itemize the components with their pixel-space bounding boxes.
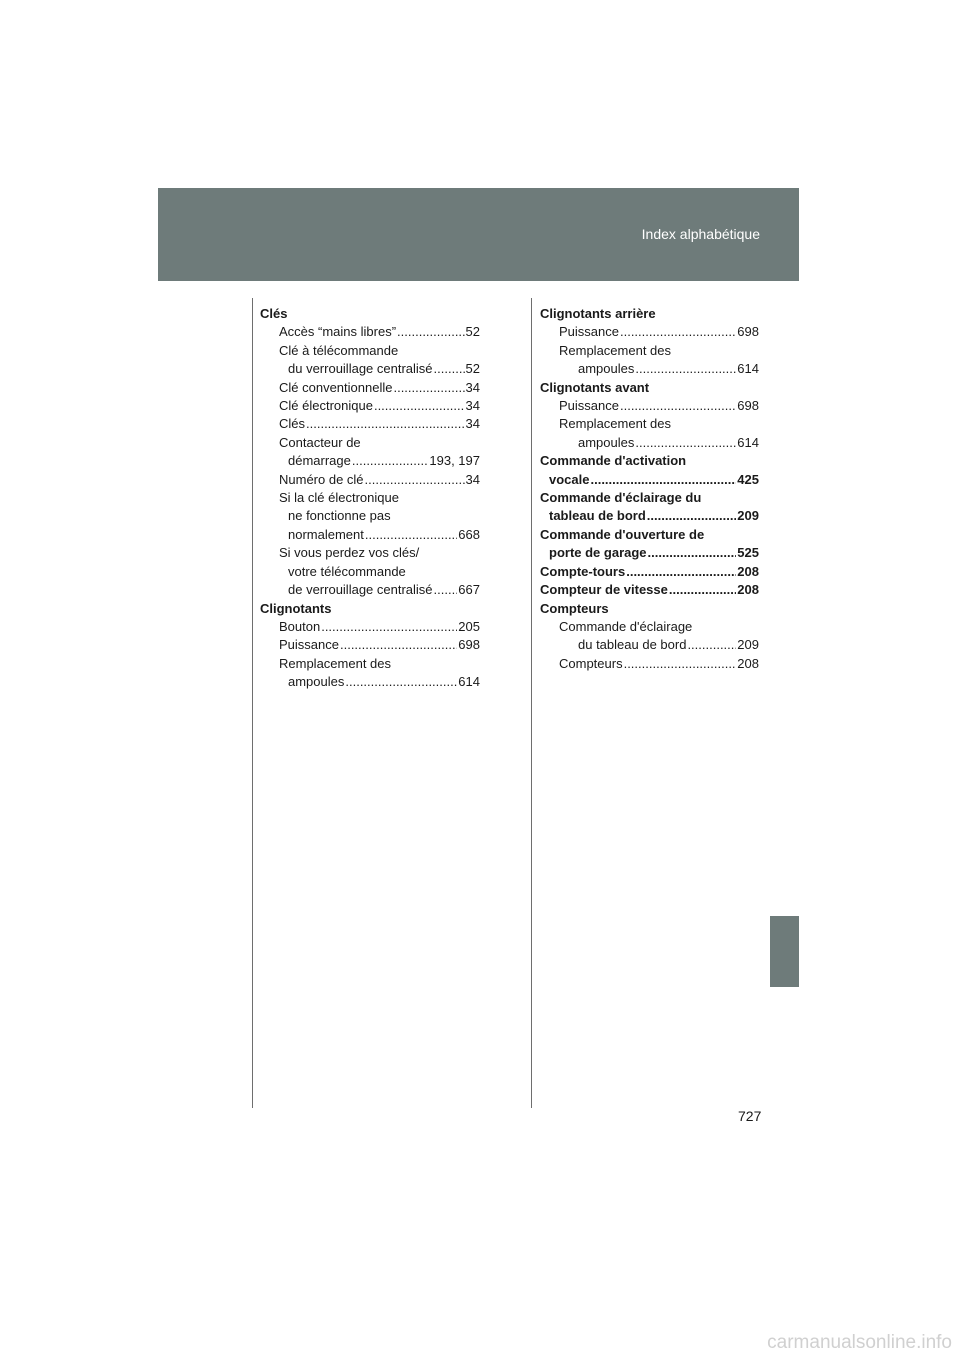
index-entry-page: 52: [465, 324, 480, 340]
index-entry: [540, 379, 759, 397]
index-entry: [260, 489, 480, 507]
dot-leader: [620, 397, 736, 415]
page-number: 727: [738, 1108, 762, 1124]
index-entry-text: de verrouillage centralisé: [288, 582, 433, 598]
index-entry-page: 525: [737, 545, 759, 561]
index-entry: [540, 452, 759, 470]
index-entry: [260, 471, 480, 489]
index-entry-text: Puissance: [279, 637, 339, 653]
dot-leader: [345, 673, 457, 691]
dot-leader: [365, 471, 465, 489]
index-entry-text: Si la clé électronique: [279, 490, 399, 506]
index-entry-page: 425: [737, 471, 759, 487]
index-entry: [540, 563, 759, 581]
dot-leader: [397, 323, 465, 341]
index-entry: [260, 507, 480, 525]
index-entry: [540, 489, 759, 507]
index-entry: [260, 636, 480, 654]
index-entry-text: tableau de bord: [549, 508, 646, 524]
dot-leader: [635, 434, 736, 452]
index-entry-text: Clé conventionnelle: [279, 379, 393, 395]
index-entry-text: Commande d'ouverture de: [540, 526, 705, 542]
index-entry: [540, 305, 759, 323]
index-entry-page: 614: [458, 674, 480, 690]
index-entry-text: vocale: [549, 471, 590, 487]
index-entry: [260, 544, 480, 562]
index-entry-text: Clé électronique: [279, 398, 373, 414]
index-entry-text: du tableau de bord: [578, 637, 687, 653]
index-entry-text: Puissance: [559, 324, 619, 340]
index-entry-text: démarrage: [288, 453, 351, 469]
index-entry: [540, 581, 759, 599]
index-entry-text: Compteurs: [559, 655, 623, 671]
index-column-2: [540, 305, 759, 673]
index-entry: [260, 563, 480, 581]
index-entry-text: Remplacement des: [559, 342, 671, 358]
index-entry: [260, 673, 480, 691]
index-entry-page: 34: [465, 416, 480, 432]
index-entry: [540, 636, 759, 654]
dot-leader: [393, 379, 464, 397]
index-entry: [260, 581, 480, 599]
dot-leader: [620, 323, 736, 341]
index-entry-page: 698: [737, 324, 759, 340]
dot-leader: [306, 415, 465, 433]
index-entry: [540, 323, 759, 341]
index-entry-page: 614: [737, 434, 759, 450]
index-entry: [260, 452, 480, 470]
index-entry-text: Clignotants avant: [540, 379, 650, 395]
header-bar: [158, 188, 799, 281]
index-entry-page: 193, 197: [429, 453, 480, 469]
index-entry: [260, 360, 480, 378]
index-entry-text: Commande d'éclairage du: [540, 490, 702, 506]
index-entry: [260, 526, 480, 544]
index-entry: [260, 434, 480, 452]
index-entry-page: 34: [465, 379, 480, 395]
dot-leader: [374, 397, 465, 415]
dot-leader: [648, 544, 737, 562]
column-rule-left: [252, 298, 253, 1108]
index-entry-page: 698: [737, 398, 759, 414]
index-entry-text: du verrouillage centralisé: [288, 361, 433, 377]
index-entry-text: Puissance: [559, 398, 619, 414]
index-entry: [540, 415, 759, 433]
index-entry-page: 34: [465, 471, 480, 487]
index-entry: [260, 655, 480, 673]
dot-leader: [352, 452, 429, 470]
index-entry-page: 667: [458, 582, 480, 598]
dot-leader: [669, 581, 736, 599]
index-entry-text: Accès “mains libres”: [279, 324, 397, 340]
index-entry: [260, 379, 480, 397]
index-entry-page: 209: [737, 637, 759, 653]
index-entry-page: 208: [737, 655, 759, 671]
dot-leader: [365, 526, 457, 544]
index-entry-text: Clés: [260, 306, 288, 321]
index-entry-text: Remplacement des: [279, 655, 391, 671]
dot-leader: [434, 360, 465, 378]
index-entry-page: 205: [458, 618, 480, 634]
dot-leader: [687, 636, 736, 654]
index-entry: [540, 526, 759, 544]
index-entry-text: Compte-tours: [540, 563, 626, 579]
column-rule-middle: [531, 298, 532, 1108]
index-entry: [540, 397, 759, 415]
index-entry: [540, 360, 759, 378]
dot-leader: [626, 563, 736, 581]
index-entry-text: Compteurs: [540, 600, 609, 616]
index-entry-text: votre télécommande: [288, 563, 406, 579]
index-entry-page: 209: [737, 508, 759, 524]
index-entry-page: 208: [737, 563, 759, 579]
index-entry-page: 34: [465, 398, 480, 414]
index-entry: [260, 305, 480, 323]
dot-leader: [590, 471, 736, 489]
index-entry: [260, 342, 480, 360]
index-entry-text: ampoules: [288, 674, 345, 690]
index-entry-text: Clignotants: [260, 600, 332, 616]
index-entry: [260, 397, 480, 415]
watermark: carmanualsonline.info: [767, 1332, 952, 1353]
index-entry: [540, 471, 759, 489]
index-entry: [260, 600, 480, 618]
dot-leader: [340, 636, 457, 654]
dot-leader: [624, 655, 737, 673]
dot-leader: [321, 618, 457, 636]
index-entry: [540, 507, 759, 525]
index-entry-text: porte de garage: [549, 545, 647, 561]
index-entry-text: Commande d'activation: [540, 453, 687, 469]
index-entry-text: Clé à télécommande: [279, 342, 399, 358]
section-tab: [770, 916, 799, 987]
index-entry-page: 52: [465, 361, 480, 377]
index-entry-page: 208: [737, 582, 759, 598]
index-entry-text: ne fonctionne pas: [288, 508, 391, 524]
index-entry-page: 614: [737, 361, 759, 377]
header-title: Index alphabétique: [641, 226, 760, 242]
index-entry: [540, 434, 759, 452]
index-entry-text: Contacteur de: [279, 434, 361, 450]
index-entry: [540, 600, 759, 618]
index-entry-text: Si vous perdez vos clés/: [279, 545, 420, 561]
index-entry: [540, 342, 759, 360]
index-entry: [260, 618, 480, 636]
index-entry-text: Clignotants arrière: [540, 306, 656, 321]
index-entry-text: Commande d'éclairage: [559, 618, 693, 634]
index-entry-page: 668: [458, 526, 480, 542]
index-entry-text: Clés: [279, 416, 306, 432]
index-column-1: [260, 305, 480, 692]
index-entry-text: ampoules: [578, 434, 635, 450]
index-entry-page: 698: [458, 637, 480, 653]
index-entry-text: Compteur de vitesse: [540, 582, 668, 598]
dot-leader: [635, 360, 736, 378]
index-entry: [540, 544, 759, 562]
index-entry-text: Bouton: [279, 618, 321, 634]
index-entry-text: Numéro de clé: [279, 471, 364, 487]
index-entry-text: normalement: [288, 526, 364, 542]
index-entry-text: ampoules: [578, 361, 635, 377]
index-entry: [260, 415, 480, 433]
dot-leader: [647, 507, 737, 525]
index-entry-text: Remplacement des: [559, 416, 671, 432]
index-entry: [540, 655, 759, 673]
dot-leader: [434, 581, 458, 599]
index-entry: [540, 618, 759, 636]
index-entry: [260, 323, 480, 341]
